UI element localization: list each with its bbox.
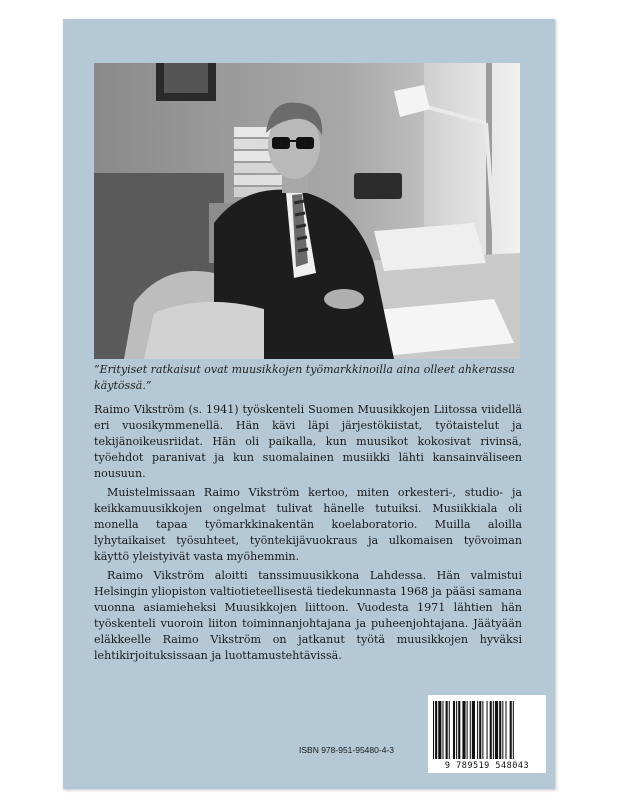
barcode — [428, 695, 546, 773]
barcode-number: 9 789519 548043 — [444, 761, 530, 771]
blurb-paragraph: Muistelmissaan Raimo Vikström kertoo, miten orkesteri-, studio- ja keikkamuusikkojen ongelmat tulivat hänelle tutuiksi. Musiikkiala oli monella tapaa työmarkkinakentän koelaboratorio. Muilla aloilla lyhytaikaiset työsuhteet, työntekijävuokraus ja ulkomaisen työvoiman käyttö yleistyivät vasta myöhemmin. — [94, 486, 522, 563]
isbn-label: ISBN 978-951-95480-4-3 — [299, 745, 394, 755]
author-photo — [94, 63, 520, 359]
blurb — [94, 402, 522, 664]
barcode-bars-icon — [433, 701, 541, 759]
blurb-paragraph: Raimo Vikström aloitti tanssimuusikkona Lahdessa. Hän valmistui Helsingin yliopiston valtiotieteellisestä tiedekunnasta 1968 ja pääsi samana vuonna asiamieheksi Muusikkojen liittoon. Vuodesta 1971 lähtien hän työskenteli vuoroin liiton toiminnanjohtajana ja puheenjohtajana. Jäätyään eläkkeelle Raimo Vikström on jatkanut työtä muusikkojen hyväksi lehtikirjoituksissaan ja luottamustehtävissä. — [94, 569, 522, 662]
back-cover — [63, 19, 555, 789]
blurb-paragraph: Raimo Vikström (s. 1941) työskenteli Suomen Muusikkojen Liitossa viidellä eri vuosikymmenellä. Hän kävi läpi järjestökiistat, työtaistelut ja tekijänoikeusriidat. Hän oli paikalla, kun muusikot kokosivat rivinsä, työehdot paranivat ja kun suomalainen musiikki lähti kansainväliseen nousuun. — [94, 403, 522, 480]
back-cover-quote: ”Erityiset ratkaisut ovat muusikkojen työmarkkinoilla aina olleet ahkerassa käytössä.” — [94, 363, 515, 392]
